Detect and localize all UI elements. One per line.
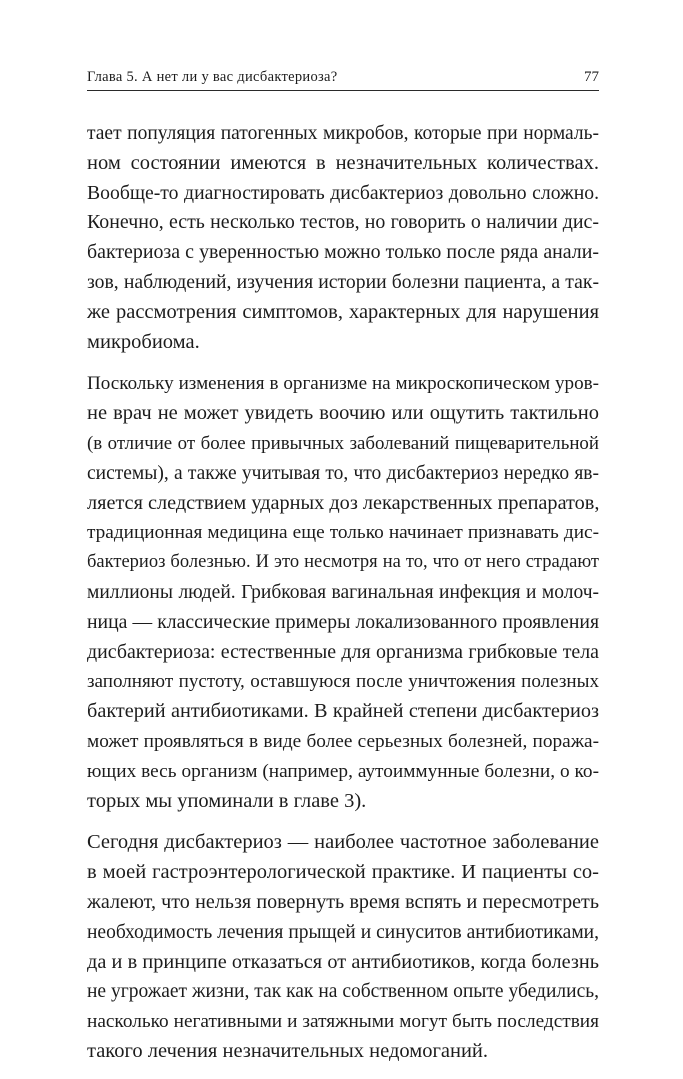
text-line: ющих весь организм (например, аутоиммунные болезни, о ко-	[87, 760, 599, 782]
text-line: заполняют пустоту, оставшуюся после уничтожения полезных	[87, 671, 599, 693]
text-line: Поскольку изменения в организме на микроскопическом уров-	[87, 373, 599, 395]
text-line: бактериоза с уверенностью можно только после ряда анали-	[87, 241, 599, 264]
paragraph	[87, 369, 599, 816]
text-line: зов, наблюдений, изучения истории болезни пациента, а так-	[87, 270, 599, 293]
text-line: не угрожает жизни, так как на собственном опыте убедились,	[87, 981, 599, 1003]
text-line: дисбактериоза: естественные для организма грибковые тела	[87, 640, 599, 663]
text-line: системы), а также учитывая то, что дисбактериоз нередко яв-	[87, 462, 599, 484]
text-line: миллионы людей. Грибковая вагинальная инфекция и молоч-	[87, 581, 599, 603]
text-line: может проявляться в виде более серьезных болезней, поража-	[87, 730, 599, 752]
text-line: да и в принципе отказаться от антибиотиков, когда болезнь	[87, 950, 599, 973]
page-number: 77	[584, 69, 599, 85]
text-line: необходимость лечения прыщей и синуситов антибиотиками,	[87, 921, 599, 943]
paragraph	[87, 119, 599, 357]
text-line: торых мы упоминали в главе 3).	[87, 789, 367, 812]
text-line: ном состоянии имеются в незначительных количествах.	[87, 151, 599, 174]
text-line: насколько негативными и затяжными могут быть последствия	[87, 1011, 599, 1033]
text-line: бактериоз болезнью. И это несмотря на то, что от него страдают	[87, 552, 599, 573]
text-line: ляется следствием ударных доз лекарственных препаратов,	[87, 491, 600, 514]
text-line: тает популяция патогенных микробов, которые при нормаль-	[87, 123, 599, 144]
text-line: ница — классические примеры локализованного проявления	[87, 610, 599, 633]
text-line: же рассмотрения симптомов, характерных для нарушения	[87, 300, 599, 323]
chapter-title: Глава 5. А нет ли у вас дисбактериоза?	[87, 69, 338, 85]
body-text	[87, 119, 599, 1079]
text-line: Сегодня дисбактериоз — наиболее частотное заболевание	[87, 831, 599, 854]
text-line: традиционная медицина еще только начинает признавать дис-	[87, 522, 599, 544]
paragraph	[87, 828, 599, 1066]
text-line: в моей гастроэнтерологической практике. И пациенты со-	[87, 861, 599, 884]
text-line: (в отличие от более привычных заболеваний пищеварительной	[87, 432, 599, 454]
text-line: микробиома.	[87, 330, 200, 353]
text-line: такого лечения незначительных недомоганий.	[87, 1039, 489, 1062]
text-line: Конечно, есть несколько тестов, но говорить о наличии дис-	[87, 211, 599, 234]
text-line: Вообще-то диагностировать дисбактериоз довольно сложно.	[87, 181, 599, 204]
text-line: бактерий антибиотиками. В крайней степени дисбактериоз	[87, 700, 599, 723]
text-line: жалеют, что нельзя повернуть время вспять и пересмотреть	[87, 890, 599, 913]
text-line: не врач не может увидеть воочию или ощутить тактильно	[87, 402, 599, 425]
running-header	[87, 68, 599, 91]
